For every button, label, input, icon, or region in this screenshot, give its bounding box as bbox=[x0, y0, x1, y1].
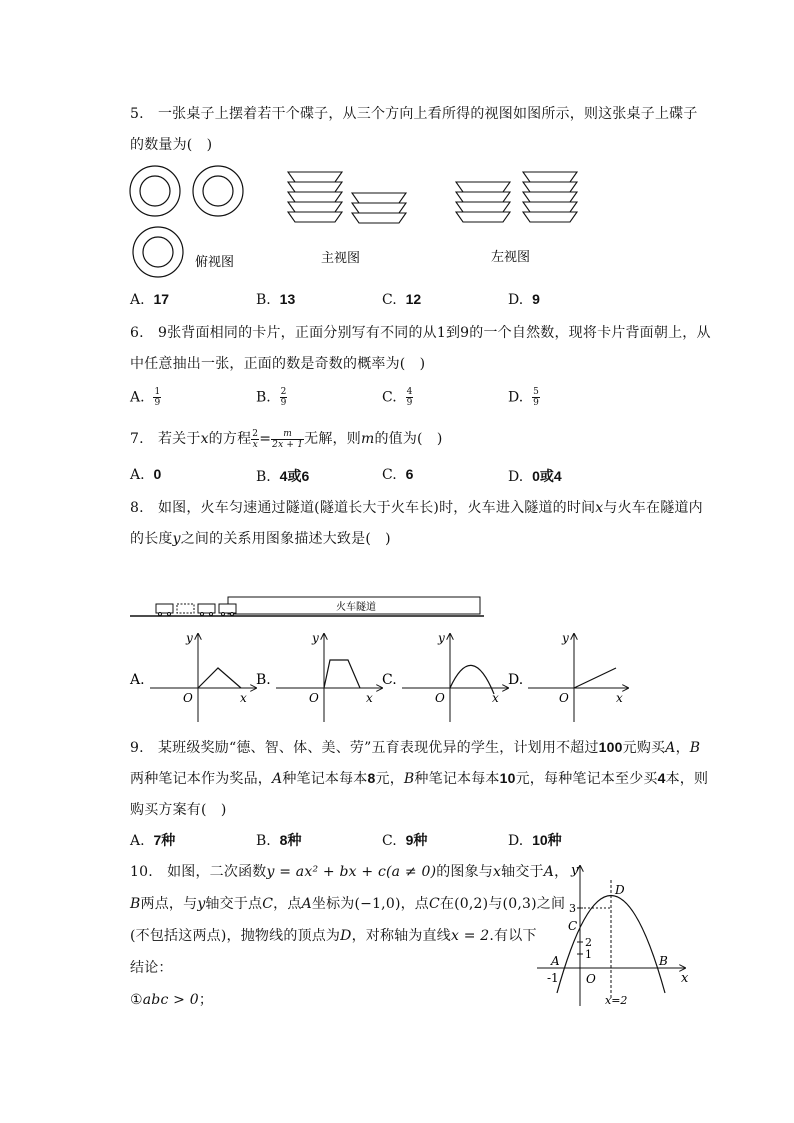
q5-option-d[interactable]: D. 9 bbox=[508, 291, 540, 308]
svg-text:x=2: x=2 bbox=[605, 994, 628, 1007]
q10-line3: (不包括这两点)，抛物线的顶点为D，对称轴为直线x = 2.有以下 bbox=[130, 928, 537, 944]
q5-line2: 的数量为( ) bbox=[130, 137, 213, 153]
q9-line3: 购买方案有( ) bbox=[130, 802, 227, 818]
graph-a-letter: A. bbox=[130, 672, 145, 688]
q8-line1: 8. 如图，火车匀速通过隧道(隧道长大于火车长)时，火车进入隧道的时间x与火车在隧道内 bbox=[130, 500, 703, 516]
svg-text:y: y bbox=[312, 631, 319, 645]
svg-text:B: B bbox=[659, 954, 668, 968]
graph-c[interactable] bbox=[382, 631, 508, 722]
svg-text:O: O bbox=[183, 691, 193, 705]
svg-text:y: y bbox=[438, 631, 445, 645]
svg-text:-1: -1 bbox=[547, 971, 559, 985]
front-view-caption: 主视图 bbox=[321, 251, 361, 266]
q5-line1: 5. 一张桌子上摆着若干个碟子，从三个方向上看所得的视图如图所示，则这张桌子上碟子 bbox=[130, 106, 698, 122]
q6-option-d[interactable]: D. $\frac{5}{9}$ bbox=[508, 387, 539, 408]
svg-text:O: O bbox=[586, 972, 596, 986]
q7-line: 7. 若关于x的方程 $\frac{2}{x}$ = $\frac{m}{2x + 1}$ 无解，则m的值为( ) bbox=[130, 428, 443, 450]
graph-d[interactable] bbox=[508, 631, 628, 722]
svg-text:x: x bbox=[681, 971, 689, 986]
q10-line1: 10. 如图，二次函数y = ax² + bx + c(a ≠ 0)的图象与x轴交于A， bbox=[130, 864, 569, 880]
q9-line1: 9. 某班级奖励“德、智、体、美、劳”五育表现优异的学生，计划用不超过100元购买A，B bbox=[130, 739, 701, 756]
left-view-caption: 左视图 bbox=[491, 250, 531, 265]
svg-text:x: x bbox=[492, 691, 499, 705]
graph-b-letter: B. bbox=[256, 672, 271, 688]
q10-line4: 结论： bbox=[130, 960, 173, 976]
svg-text:y: y bbox=[562, 631, 569, 645]
q7-option-a[interactable]: A. 0 bbox=[130, 466, 162, 483]
q10-item1: ①abc > 0； bbox=[130, 992, 214, 1008]
q6-option-c[interactable]: C. $\frac{4}{9}$ bbox=[382, 387, 413, 408]
q5-views-figure bbox=[125, 160, 595, 280]
svg-text:y: y bbox=[571, 863, 579, 878]
svg-text:2: 2 bbox=[585, 936, 592, 949]
q6-option-a[interactable]: A. $\frac{1}{9}$ bbox=[130, 387, 161, 408]
q8-line2: 的长度y之间的关系用图象描述大致是( ) bbox=[130, 531, 391, 547]
q7-option-d[interactable]: D. 0或4 bbox=[508, 468, 562, 485]
q7-option-c[interactable]: C. 6 bbox=[382, 466, 414, 483]
q6-option-b[interactable]: B. $\frac{2}{9}$ bbox=[256, 387, 287, 408]
q9-option-b[interactable]: B. 8种 bbox=[256, 832, 302, 849]
svg-text:O: O bbox=[559, 691, 569, 705]
graph-c-letter: C. bbox=[382, 672, 397, 688]
svg-text:x: x bbox=[366, 691, 373, 705]
q7-option-b[interactable]: B. 4或6 bbox=[256, 468, 310, 485]
q6-line2: 中任意抽出一张，正面的数是奇数的概率为( ) bbox=[130, 356, 426, 372]
svg-text:x: x bbox=[616, 691, 623, 705]
svg-text:1: 1 bbox=[585, 948, 592, 961]
svg-text:C: C bbox=[568, 919, 578, 933]
train-icon bbox=[156, 604, 236, 616]
top-view-caption: 俯视图 bbox=[195, 255, 235, 270]
q5-option-b[interactable]: B. 13 bbox=[256, 291, 296, 308]
svg-text:A: A bbox=[551, 954, 560, 968]
q5-option-c[interactable]: C. 12 bbox=[382, 291, 422, 308]
graph-b[interactable] bbox=[256, 631, 382, 722]
q9-option-d[interactable]: D. 10种 bbox=[508, 832, 562, 849]
q6-line1: 6. 9张背面相同的卡片，正面分别写有不同的从1到9的一个自然数，现将卡片背面朝上，从 bbox=[130, 325, 711, 341]
q10-parabola-figure bbox=[535, 858, 693, 1008]
svg-text:D: D bbox=[615, 883, 625, 897]
left-view-stacks bbox=[456, 172, 577, 222]
graph-a[interactable] bbox=[129, 631, 256, 722]
tunnel-label: 火车隧道 bbox=[336, 602, 376, 613]
q9-option-c[interactable]: C. 9种 bbox=[382, 832, 428, 849]
q10-line2: B两点，与y轴交于点C，点A坐标为(−1,0)，点C在(0,2)与(0,3)之间 bbox=[130, 896, 566, 912]
q9-option-a[interactable]: A. 7种 bbox=[130, 832, 176, 849]
q5-option-a[interactable]: A. 17 bbox=[130, 291, 170, 308]
q9-line2: 两种笔记本作为奖品，A种笔记本每本8元，B种笔记本每本10元，每种笔记本至少买4本，则 bbox=[130, 770, 709, 787]
q8-tunnel-figure bbox=[128, 592, 488, 622]
svg-text:x: x bbox=[240, 691, 247, 705]
svg-text:O: O bbox=[435, 691, 445, 705]
q8-graphs bbox=[128, 628, 638, 724]
svg-text:O: O bbox=[309, 691, 319, 705]
svg-text:y: y bbox=[186, 631, 193, 645]
svg-text:3: 3 bbox=[569, 902, 576, 915]
graph-d-letter: D. bbox=[508, 672, 524, 688]
front-view-stacks bbox=[288, 172, 406, 223]
